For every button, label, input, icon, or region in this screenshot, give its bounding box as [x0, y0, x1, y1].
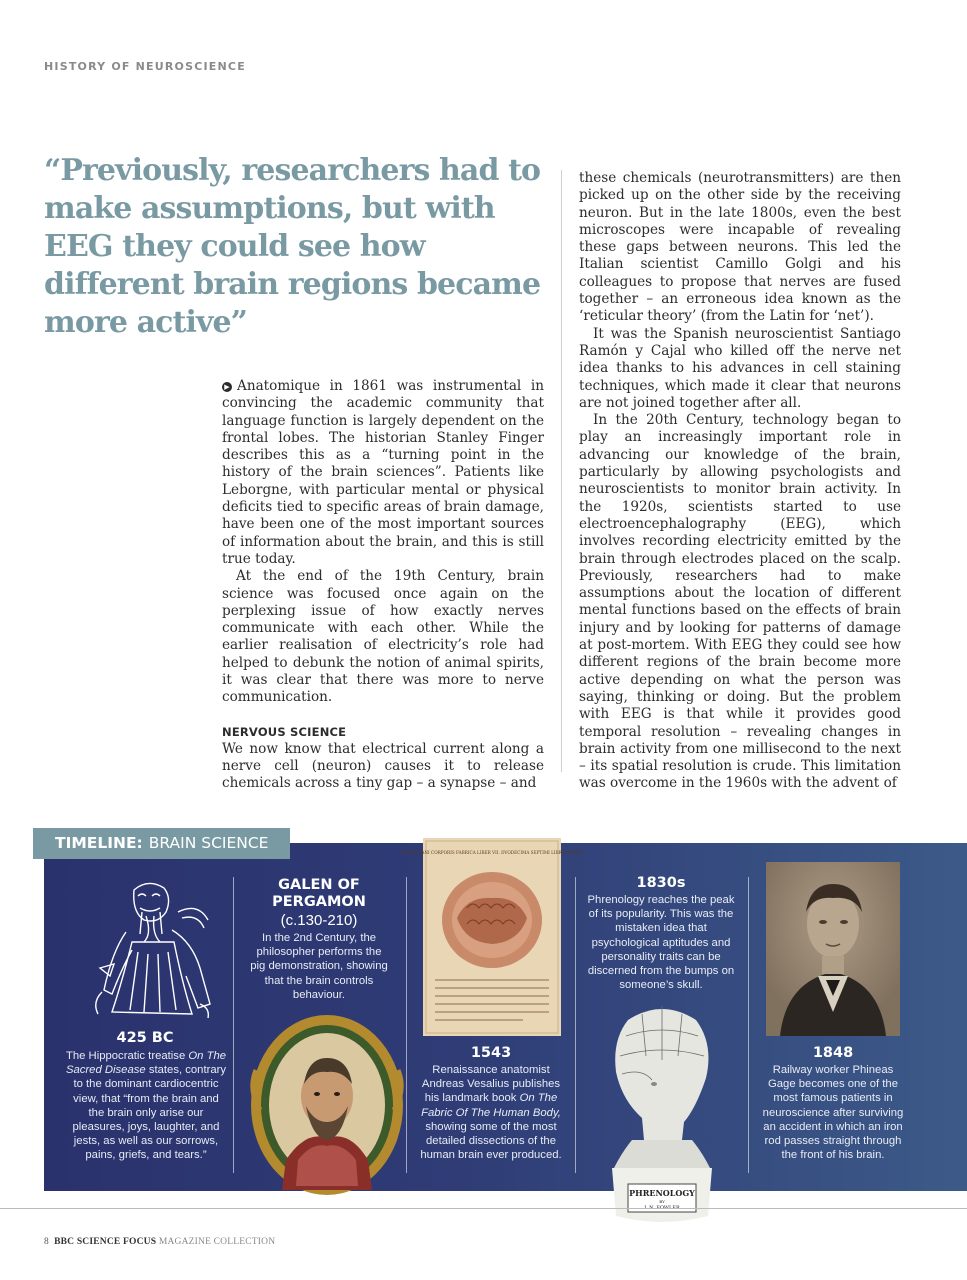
pull-quote: “Previously, researchers had to make assumptions, but with EEG they could see how different brain regions became more active”	[44, 153, 541, 340]
timeline-year: 425 BC	[116, 1030, 174, 1046]
timeline-text-part: states, contrary to the dominant cardiocentric view, that “from the brain and the brain only arise our pleasures, joys, laughter, and jests, as well as our sorrows, pains, griefs, and tears.”	[72, 1064, 227, 1162]
body-paragraph	[222, 378, 544, 568]
timeline-person-name: GALEN OF PERGAMON	[272, 877, 366, 910]
galen-portrait-image	[246, 1010, 408, 1200]
timeline-text	[64, 1049, 228, 1163]
phineas-gage-photo-image	[766, 862, 900, 1036]
timeline-text: In the 2nd Century, the philosopher performs the pig demonstration, showing that the brain controls behaviour.	[250, 932, 388, 1001]
body-paragraph: We now know that electrical current along a nerve cell (neuron) causes it to release chemicals across a tiny gap – a synapse – and	[222, 740, 544, 792]
timeline-person-dates: (c.130-210)	[280, 912, 358, 929]
timeline-year: 1830s	[636, 875, 686, 891]
timeline-year: 1848	[812, 1045, 854, 1061]
timeline-divider	[748, 877, 749, 1173]
timeline-text-part: showing some of the most detailed dissections of the human brain ever produced.	[420, 1120, 562, 1162]
footer-brand: BBC SCIENCE FOCUS	[54, 1237, 157, 1247]
phrenology-label: PHRENOLOGY	[629, 1188, 695, 1198]
continued-arrow-icon: ▶	[222, 382, 232, 392]
timeline-text: Phrenology reaches the peak of its popularity. This was the mistaken idea that psychological aptitudes and personality traits can be discerned from the bumps on someone’s skull.	[587, 894, 735, 992]
page-number: 8	[44, 1237, 49, 1247]
body-paragraph: At the end of the 19th Century, brain science was focused once again on the perplexing issue of how exactly nerves communicate with each other. While the earlier realisation of electricity’s role had helped to debunk the notion of animal spirits, it was clear that there was more to nerve communication.	[222, 568, 544, 706]
timeline-text-part: The Hippocratic treatise	[65, 1050, 189, 1062]
timeline-tag-rest: BRAIN SCIENCE	[148, 834, 269, 852]
hippocrates-engraving-image	[82, 872, 220, 1020]
timeline-tag-bold: TIMELINE:	[55, 834, 143, 852]
body-paragraph: It was the Spanish neuroscientist Santiago Ramón y Cajal who killed off the nerve net idea thanks to his advances in cell staining techniques, which made it clear that neurons are not joined together after all.	[579, 325, 901, 411]
section-label: HISTORY OF NEUROSCIENCE	[44, 60, 246, 73]
footer	[44, 1237, 275, 1247]
timeline-text	[414, 1063, 568, 1162]
timeline-text: Railway worker Phineas Gage becomes one of the most famous patients in neuroscience after surviving an accident in which an iron rod passes straight through the front of his brain.	[762, 1064, 904, 1162]
phrenology-bust-image	[592, 1000, 732, 1228]
footer-collection: MAGAZINE COLLECTION	[158, 1237, 276, 1247]
timeline-divider	[233, 877, 234, 1173]
book-title: On The Fabric Of The Human Body,	[421, 1092, 561, 1119]
vesalius-page-caption: DE HUMANI CORPORIS FABRICA LIBER VII. DVODECIMA SEPTIMI LIBRI FIGVRA	[402, 850, 582, 855]
paragraph-text: Anatomique in 1861 was instrumental in convincing the academic community that language function is largely dependent on the frontal lobes. The historian Stanley Finger describes this as a “turning point in the history of the brain sciences”. Patients like Leborgne, with particular mental or physical deficits tied to specific areas of brain damage, have been one of the most important sources of information about the brain, and this is still true today.	[222, 378, 544, 567]
body-column-right	[579, 170, 901, 793]
vesalius-book-page-image	[402, 838, 582, 1036]
timeline-tag	[33, 828, 290, 859]
timeline-text-part: Renaissance anatomist Andreas Vesalius publishes his landmark book	[421, 1064, 561, 1105]
phrenology-by: BY	[659, 1199, 665, 1204]
subheading: NERVOUS SCIENCE	[222, 724, 347, 739]
book-title: On The Sacred Disease	[65, 1050, 227, 1077]
footer-rule	[0, 1208, 967, 1209]
timeline-divider	[575, 877, 576, 1173]
body-paragraph: In the 20th Century, technology began to play an increasingly important role in advancing our knowledge of the brain, particularly by allowing psychologists and neuroscientists to monitor brain activity. In the 1920s, scientists started to use electroencephalography (EEG), which involves recording electricity emitted by the brain through electrodes placed on the scalp. Previously, researchers had to make assumptions about the location of different mental functions based on the effects of brain injury and by looking for patterns of damage at post-mortem. With EEG they could see how different regions of the brain become more active depending on what the person was saying, thinking or doing. But the problem with EEG is that while it provides good temporal resolution – revealing changes in brain activity from one millisecond to the next – its spatial resolution is crude. This limitation was overcome in the 1960s with the advent of	[579, 412, 901, 792]
body-paragraph: these chemicals (neurotransmitters) are then picked up on the other side by the receiving neuron. But in the late 1800s, even the best microscopes were incapable of revealing these gaps between neurons. This led the Italian scientist Camillo Golgi and his colleagues to propose that nerves are fused together – an erroneous idea known as the ‘reticular theory’ (from the Latin for ‘net’).	[579, 170, 901, 325]
body-column-left	[222, 378, 544, 793]
column-divider	[561, 170, 562, 772]
timeline-year: 1543	[470, 1045, 512, 1061]
